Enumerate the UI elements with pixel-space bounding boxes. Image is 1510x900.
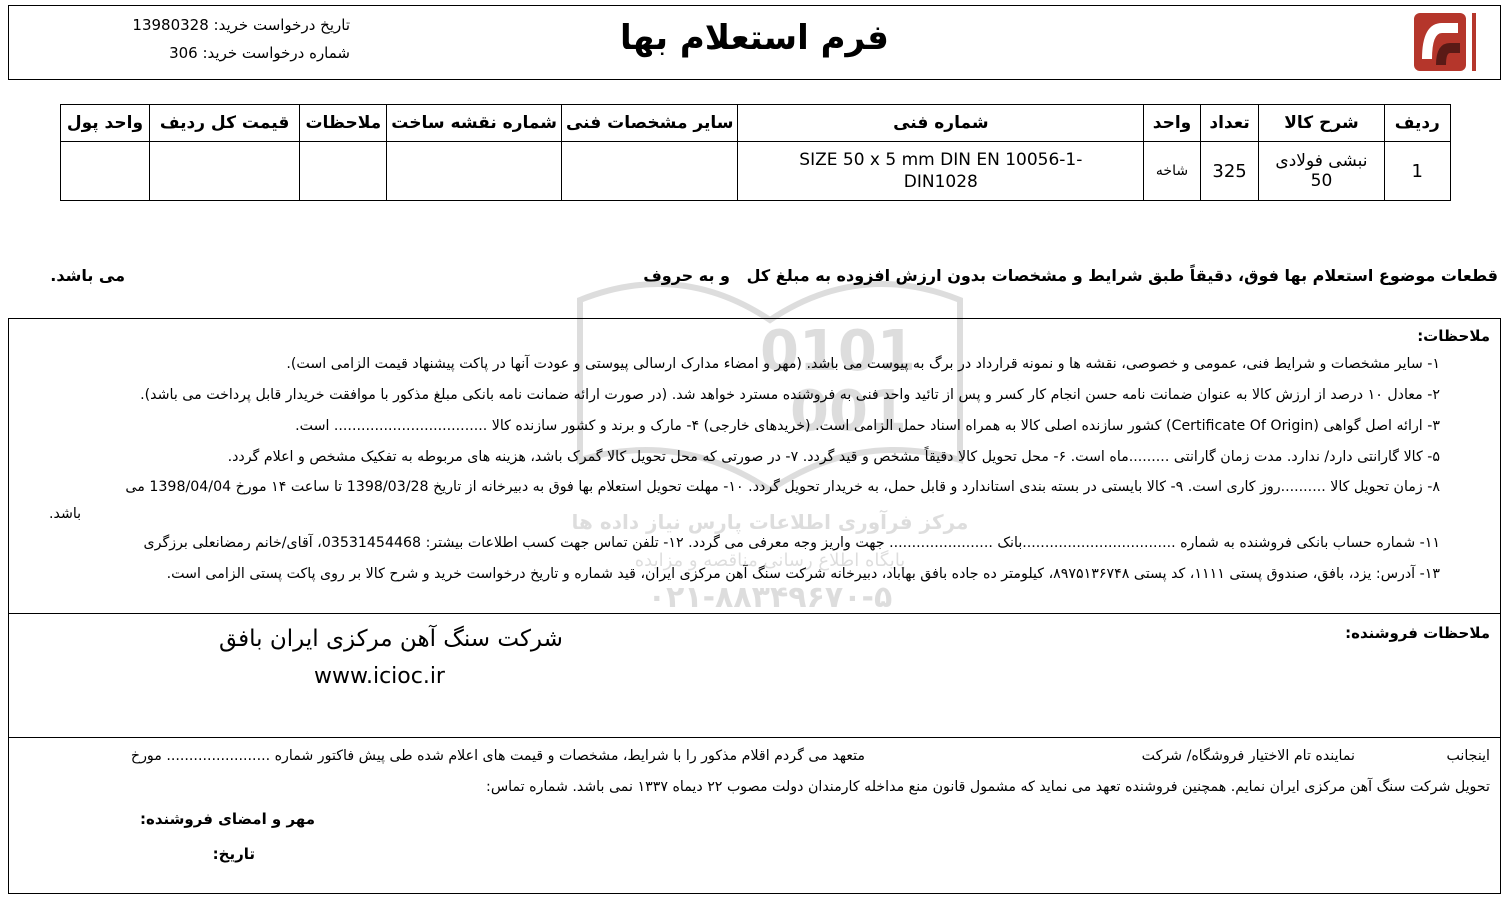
col-header-currency: واحد پول — [61, 105, 150, 142]
form-header — [8, 5, 1501, 80]
technical-number-line2: DIN1028 — [903, 172, 978, 192]
statement-in-words: و به حروف — [643, 266, 730, 285]
cell-currency — [61, 142, 150, 201]
purchase-request-date: تاریخ درخواست خرید: 13980328 — [132, 16, 350, 34]
cell-unit: شاخه — [1144, 142, 1201, 201]
seller-date-label: تاریخ: — [212, 845, 255, 863]
note-line-4: ۵- کالا گارانتی دارد/ ندارد. مدت زمان گارانتی .........ماه است. ۶- محل تحویل کالا دقیقاً مشخص و قید گردد. ۷- در صورتی که محل تحویل کالا گمرک باشد، هزینه های مربوطه به تفکیک مشخص و اعلام گردد. — [227, 449, 1440, 465]
col-header-row-number: ردیف — [1384, 105, 1450, 142]
form-title: فرم استعلام بها — [620, 18, 889, 58]
note-line-6: ۱۱- شماره حساب بانکی فروشنده به شماره ..................................بانک ....................... جهت واریز وجه معرفی می گردد. ۱۲- تلفن تماس جهت کسب اطلاعات بیشتر: 03531454468، آقای/خانم رمضانعلی برزگری — [143, 535, 1440, 551]
note-line-3: ۳- ارائه اصل گواهی (Certificate Of Origin) کشور سازنده اصلی کالا به همراه اسناد حمل الزامی است. (خریدهای خارجی) ۴- مارک و برند و کشور سازنده کالا .................................. است. — [295, 418, 1440, 434]
commitment-pledge: متعهد می گردم اقلام مذکور را با شرایط، مشخصات و قیمت های اعلام شده طی پیش فاکتور شماره ....................... مورخ — [130, 748, 865, 764]
cell-drawing-number — [387, 142, 562, 201]
seller-commitment-section — [8, 737, 1501, 894]
cell-description: نبشی فولادی 50 — [1259, 142, 1384, 201]
items-table — [60, 104, 1451, 201]
purchase-request-number: شماره درخواست خرید: 306 — [169, 44, 350, 62]
note-line-2: ۲- معادل ۱۰ درصد از ارزش کالا به عنوان ضمانت نامه حسن انجام کار کسر و پس از تائید واحد فنی به فروشنده مسترد خواهد شد. (در صورت ارائه ضمانت نامه بانکی مبلغ مذکور با موافقت خریدار قابل پرداخت می باشد). — [140, 387, 1440, 403]
seller-website: www.icioc.ir — [314, 664, 445, 689]
statement-amount: قطعات موضوع استعلام بها فوق، دقیقاً طبق شرایط و مشخصات بدون ارزش افزوده به مبلغ کل — [746, 266, 1498, 285]
col-header-unit: واحد — [1144, 105, 1201, 142]
note-line-5: ۸- زمان تحویل کالا ..........روز کاری است. ۹- کالا بایستی در بسته بندی استاندارد و قابل حمل، به خریدار تحویل گردد. ۱۰- مهلت تحویل استعلام بها فوق به دبیرخانه از تاریخ 1398/03/28 تا ساعت ۱۴ مورخ 1398/04/04 می — [125, 479, 1440, 495]
col-header-other-specs: سایر مشخصات فنی — [561, 105, 737, 142]
note-line-1: ۱- سایر مشخصات و شرایط فنی، عمومی و خصوصی، نقشه ها و نمونه قرارداد در برگ به پیوست می باشد. (مهر و امضاء مدارک ارسالی پیوستی و عودت آنها در پاکت پیشنهاد قیمت الزامی است). — [286, 356, 1440, 372]
commitment-line-2: تحویل شرکت سنگ آهن مرکزی ایران نمایم. همچنین فروشنده تعهد می نماید که مشمول قانون منع مداخله کارمندان دولت مصوب ۲۲ دیماه ۱۳۳۷ نمی باشد. شماره تماس: — [486, 779, 1490, 795]
technical-number-line1: SIZE 50 x 5 mm DIN EN 10056-1- — [799, 150, 1083, 170]
watermark-line1: مرکز فرآوری اطلاعات پارس نیاز داده ها — [571, 510, 969, 534]
cell-total-price — [149, 142, 299, 201]
notes-section — [8, 318, 1501, 614]
seller-stamp-label: مهر و امضای فروشنده: — [140, 810, 315, 828]
note-line-7: ۱۳- آدرس: یزد، بافق، صندوق پستی ۱۱۱۱، کد پستی ۸۹۷۵۱۳۶۷۴۸، کیلومتر ده جاده بافق بهاباد، دبیرخانه شرکت سنگ آهن مرکزی ایران، قید شماره و تاریخ درخواست خرید و شرح کالا بر روی پاکت پستی الزامی است. — [166, 566, 1440, 582]
col-header-technical-number: شماره فنی — [738, 105, 1144, 142]
col-header-description: شرح کالا — [1259, 105, 1384, 142]
items-table-header-row — [61, 105, 1451, 142]
cell-remarks — [300, 142, 387, 201]
commitment-intro: اینجانب — [1446, 748, 1490, 764]
seller-remarks-heading: ملاحظات فروشنده: — [1345, 624, 1490, 642]
watermark-line2: پایگاه اطلاع رسانی مناقصه و مزایده — [634, 550, 906, 571]
commitment-representative: نماینده تام الاختیار فروشگاه/ شرکت — [1141, 748, 1355, 764]
cell-other-specs — [561, 142, 737, 201]
table-row — [61, 142, 1451, 201]
notes-heading: ملاحظات: — [1417, 327, 1490, 345]
col-header-total-price: قیمت کل ردیف — [149, 105, 299, 142]
seller-remarks-section — [8, 613, 1501, 738]
statement-end: می باشد. — [50, 266, 125, 285]
svg-text:001: 001 — [790, 379, 907, 444]
cell-row-number: 1 — [1384, 142, 1450, 201]
svg-text:0101: 0101 — [760, 319, 916, 384]
cell-quantity: 325 — [1200, 142, 1259, 201]
seller-company-name: شرکت سنگ آهن مرکزی ایران بافق — [219, 626, 563, 652]
col-header-remarks: ملاحظات — [300, 105, 387, 142]
cell-technical-number — [738, 142, 1144, 201]
note-line-5-continued: باشد. — [49, 506, 82, 522]
company-logo-icon — [1412, 9, 1482, 75]
watermark-phone: ۰۲۱-۸۸۳۴۹۶۷۰-۵ — [647, 580, 893, 615]
col-header-quantity: تعداد — [1200, 105, 1259, 142]
col-header-drawing-number: شماره نقشه ساخت — [387, 105, 562, 142]
